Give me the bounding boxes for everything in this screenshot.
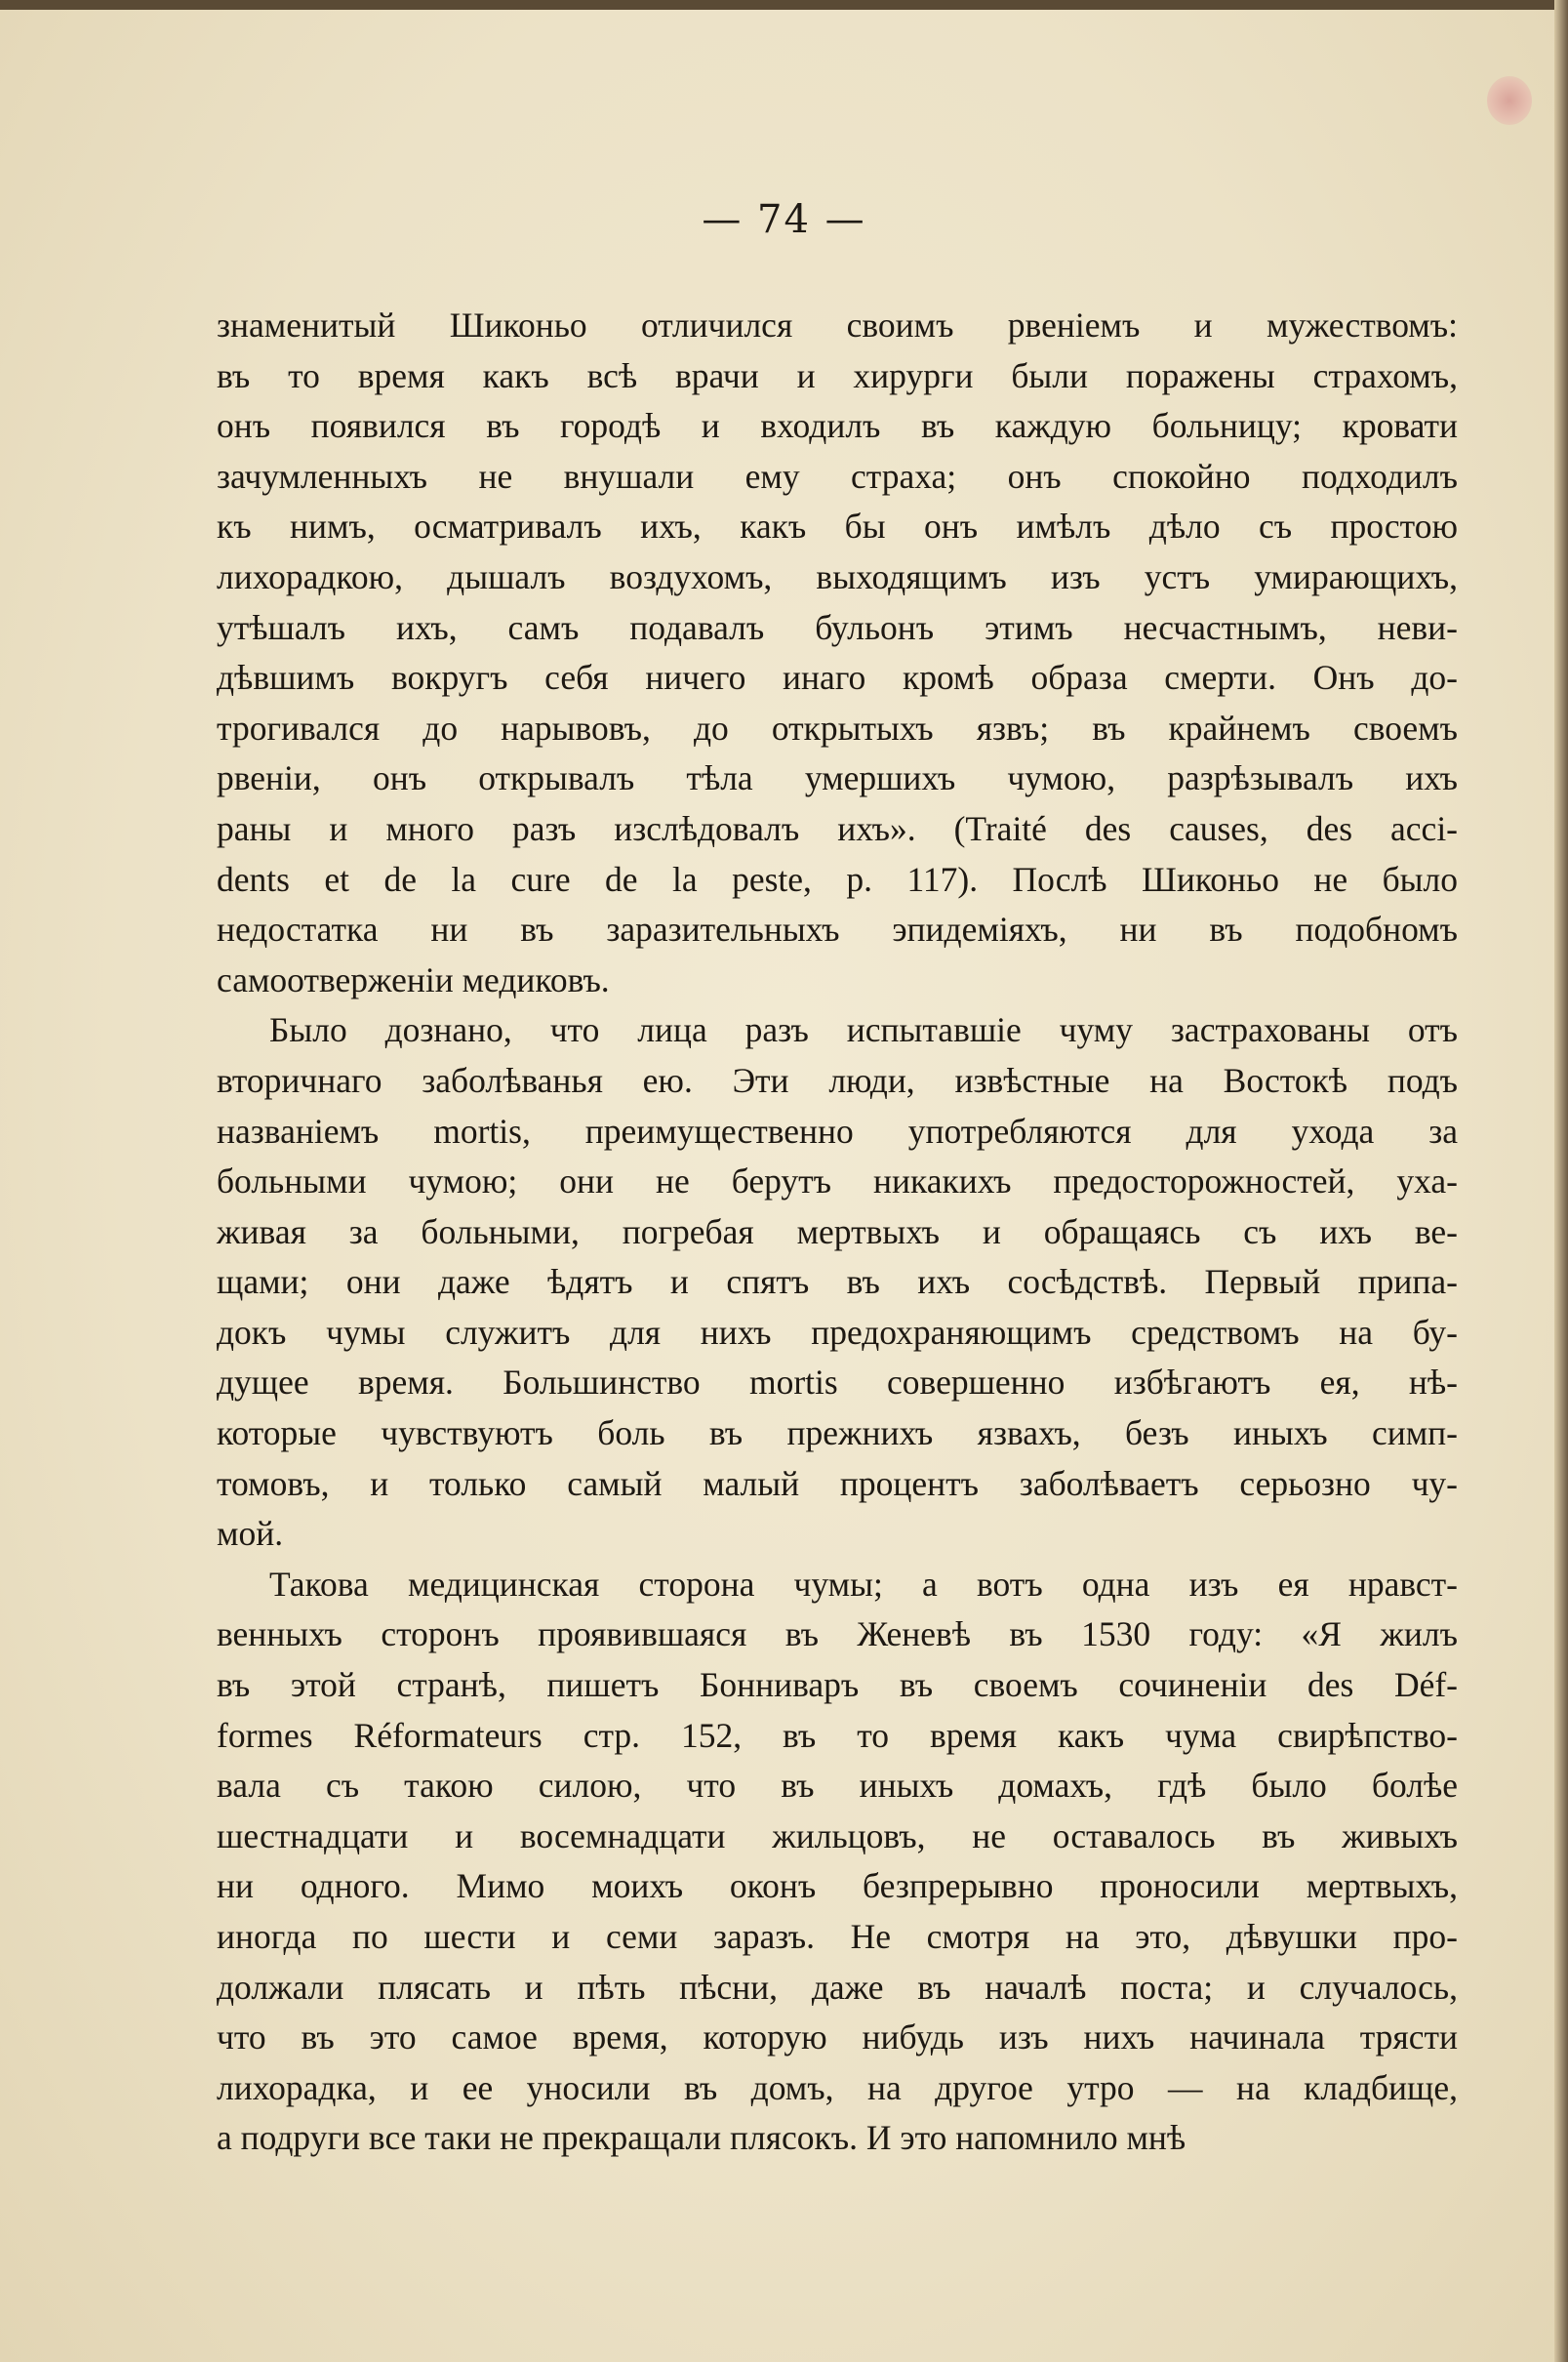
paragraph-2 [217, 1005, 1458, 1560]
text-line: зачумленныхъ не внушали ему страха; онъ спокойно подходилъ [217, 456, 1458, 496]
text-line: вторичнаго заболѣванья ею. Эти люди, извѣстные на Востокѣ подъ [217, 1060, 1458, 1100]
body-text [217, 301, 1458, 2164]
page-right-edge [1554, 0, 1568, 2362]
text-line: должали плясать и пѣть пѣсни, даже въ началѣ поста; и случалось, [217, 1967, 1458, 2007]
text-line: дущее время. Большинство mortis совершенно избѣгаютъ ея, нѣ- [217, 1363, 1458, 1403]
text-line: dents et de la cure de la peste, p. 117). Послѣ Шиконьо не было [217, 859, 1458, 899]
text-line: больными чумою; они не берутъ никакихъ предосторожностей, уха- [217, 1161, 1458, 1201]
text-line: утѣшалъ ихъ, самъ подавалъ бульонъ этимъ несчастнымъ, неви- [217, 607, 1458, 647]
text-line: дѣвшимъ вокругъ себя ничего инаго кромѣ образа смерти. Онъ до- [217, 658, 1458, 698]
text-line: лихорадка, и ее уносили въ домъ, на другое утро — на кладбище, [217, 2067, 1458, 2107]
text-line: къ нимъ, осматривалъ ихъ, какъ бы онъ имѣлъ дѣло съ простою [217, 507, 1458, 547]
text-line: formes Réformateurs стр. 152, въ то время какъ чума свирѣпство- [217, 1715, 1458, 1755]
text-line: самоотверженіи медиковъ. [217, 959, 610, 999]
text-line: иногда по шести и семи заразъ. Не смотря на это, дѣвушки про- [217, 1917, 1458, 1956]
text-line: венныхъ сторонъ проявившаяся въ Женевѣ въ 1530 году: «Я жилъ [217, 1614, 1458, 1654]
text-line: шестнадцати и восемнадцати жильцовъ, не оставалось въ живыхъ [217, 1815, 1458, 1855]
page-number: — 74 — [702, 197, 866, 242]
text-line: щами; они даже ѣдятъ и спятъ въ ихъ сосѣдствѣ. Первый припа- [217, 1262, 1458, 1302]
paper-stain [1487, 76, 1532, 125]
text-line: въ то время какъ всѣ врачи и хирурги были поражены страхомъ, [217, 355, 1458, 395]
text-line: ни одного. Мимо моихъ оконъ безпрерывно проносили мертвыхъ, [217, 1866, 1458, 1906]
text-line: недостатка ни въ заразительныхъ эпидеміяхъ, ни въ подобномъ [217, 910, 1458, 950]
text-line: а подруги все таки не прекращали плясокъ. И это напомнило мнѣ [217, 2118, 1186, 2158]
text-line: что въ это самое время, которую нибудь изъ нихъ начинала трясти [217, 2017, 1458, 2057]
text-line: трогивался до нарывовъ, до открытыхъ язвъ; въ крайнемъ своемъ [217, 708, 1458, 748]
paragraph-1 [217, 301, 1458, 1005]
text-line: мой. [217, 1514, 284, 1554]
text-line: докъ чумы служитъ для нихъ предохраняющимъ средствомъ на бу- [217, 1312, 1458, 1352]
text-line: которые чувствуютъ боль въ прежнихъ язвахъ, безъ иныхъ симп- [217, 1413, 1458, 1453]
text-line: живая за больными, погребая мертвыхъ и обращаясь съ ихъ ве- [217, 1211, 1458, 1251]
text-line: раны и много разъ изслѣдовалъ ихъ». (Traité des causes, des acci- [217, 808, 1458, 848]
text-line: лихорадкою, дышалъ воздухомъ, выходящимъ изъ устъ умирающихъ, [217, 556, 1458, 596]
text-line: Было дознано, что лица разъ испытавшіе чуму застрахованы отъ [269, 1010, 1458, 1050]
text-line: вала съ такою силою, что въ иныхъ домахъ, гдѣ было болѣе [217, 1766, 1458, 1806]
text-line: Такова медицинская сторона чумы; а вотъ одна изъ ея нравст- [269, 1564, 1458, 1604]
text-line: томовъ, и только самый малый процентъ заболѣваетъ серьозно чу- [217, 1463, 1458, 1503]
text-line: рвеніи, онъ открывалъ тѣла умершихъ чумою, разрѣзывалъ ихъ [217, 758, 1458, 798]
text-line: онъ появился въ городѣ и входилъ въ каждую больницу; кровати [217, 406, 1458, 446]
paragraph-3 [217, 1560, 1458, 2164]
page-top-edge [0, 0, 1568, 10]
text-line: названіемъ mortis, преимущественно употребляются для ухода за [217, 1111, 1458, 1151]
text-line: знаменитый Шиконьо отличился своимъ рвеніемъ и мужествомъ: [217, 305, 1458, 345]
text-line: въ этой странѣ, пишетъ Бонниваръ въ своемъ сочиненіи des Déf- [217, 1665, 1458, 1705]
